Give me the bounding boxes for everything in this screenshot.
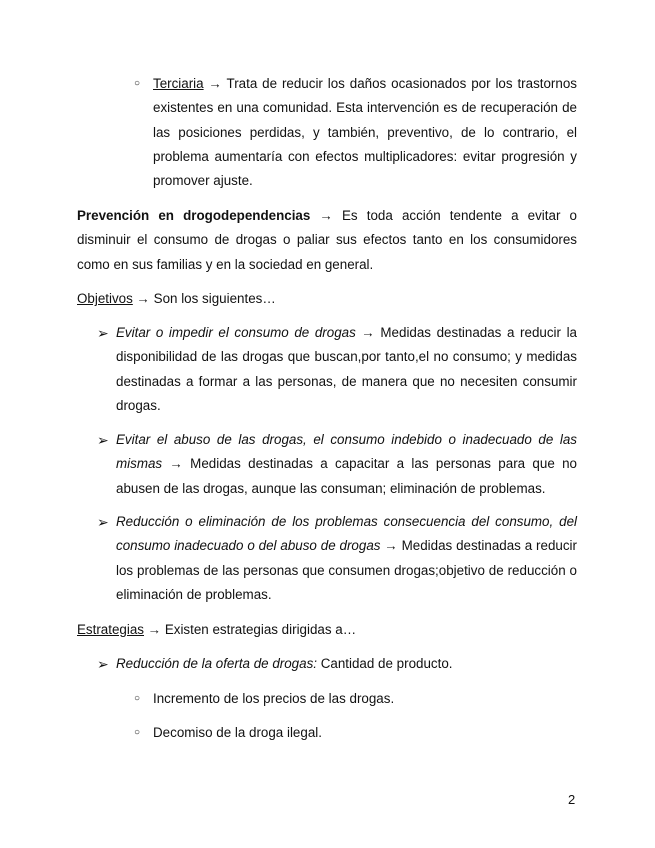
objetivo-item-1 — [116, 321, 577, 418]
estrategias-heading-line — [77, 618, 577, 642]
circle-bullet-icon: ○ — [134, 693, 141, 704]
objetivos-heading: Objetivos — [77, 291, 133, 306]
estrategias-intro: → Existen estrategias dirigidas a… — [144, 622, 357, 637]
estrategia-subitem-1-text: Incremento de los precios de las drogas. — [153, 691, 395, 706]
arrow-bullet-icon: ➢ — [97, 656, 109, 672]
estrategia-item — [116, 652, 577, 676]
prevencion-text: → Es toda acción tendente a evitar o disminuir el consumo de drogas o paliar sus efectos tanto en los consumidores como en sus familias y en la sociedad en general. — [77, 208, 577, 272]
estrategia-item-title: Reducción de la oferta de drogas: — [116, 656, 317, 671]
prevencion-term: Prevención en drogodependencias — [77, 208, 311, 223]
objetivos-intro: → Son los siguientes… — [132, 291, 276, 306]
arrow-bullet-icon: ➢ — [97, 514, 109, 530]
objetivo-3-title: Reducción o eliminación de los problemas consecuencia del consumo, del consumo inadecuado o del abuso de drogas — [116, 514, 577, 554]
objetivo-2-text: → Medidas destinadas a capacitar a las personas para que no abusen de las drogas, aunque las consuman; eliminación de problemas. — [116, 456, 577, 496]
page-number: 2 — [568, 792, 576, 807]
objetivo-item-3 — [116, 510, 577, 607]
estrategias-heading: Estrategias — [77, 622, 144, 637]
arrow-bullet-icon: ➢ — [97, 325, 109, 341]
objetivo-item-2 — [116, 428, 577, 501]
terciaria-label: Terciaria — [153, 76, 204, 91]
prevencion-paragraph — [77, 204, 577, 277]
circle-bullet-icon: ○ — [134, 727, 141, 738]
circle-bullet-icon: ○ — [134, 78, 141, 89]
estrategia-subitem-2 — [153, 721, 577, 745]
terciaria-text: → Trata de reducir los daños ocasionados por los trastornos existentes en una comunidad. Esta intervención es de recuperación de las posiciones perdidas, y también, preventivo, de lo contrario, el problema aumentaría con efectos multiplicadores: evitar progresión y promover ajuste. — [153, 76, 577, 189]
estrategia-subitem-2-text: Decomiso de la droga ilegal. — [153, 725, 322, 740]
terciaria-paragraph — [153, 72, 577, 193]
objetivo-1-title: Evitar o impedir el consumo de drogas — [116, 325, 356, 340]
objetivo-1-text: → Medidas destinadas a reducir la disponibilidad de las drogas que buscan,por tanto,el no consumo; y medidas destinadas a formar a las personas, de manera que no necesiten consumir drogas. — [116, 325, 577, 413]
estrategia-subitem-1 — [153, 687, 577, 711]
objetivos-heading-line — [77, 287, 577, 311]
objetivo-2-title: Evitar el abuso de las drogas, el consumo indebido o inadecuado de las mismas — [116, 432, 577, 472]
estrategia-item-text: Cantidad de producto. — [317, 656, 453, 671]
objetivo-3-text: → Medidas destinadas a reducir los problemas de las personas que consumen drogas;objetivo de reducción o eliminación de problemas. — [116, 538, 577, 602]
arrow-bullet-icon: ➢ — [97, 432, 109, 448]
